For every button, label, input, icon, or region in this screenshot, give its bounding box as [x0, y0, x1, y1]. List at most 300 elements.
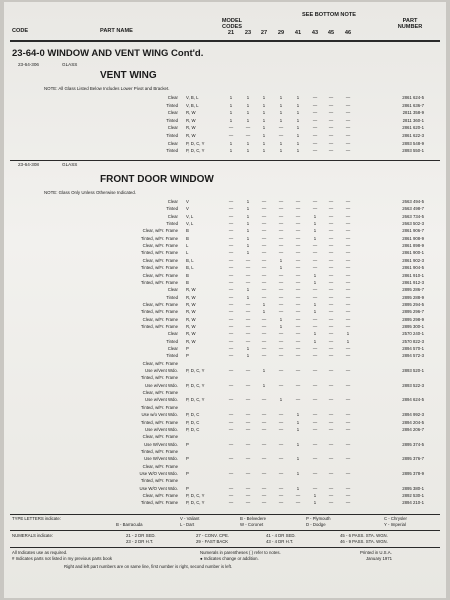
- row-description: Use w/Vent Wdo.: [145, 426, 178, 432]
- row-usage-cell: 1: [262, 368, 266, 374]
- row-usage-cell: —: [345, 493, 351, 498]
- numeral-item: 21 - 2 DR SED.: [126, 533, 156, 538]
- row-usage-cell: —: [228, 368, 234, 374]
- row-usage-cell: —: [261, 419, 267, 425]
- model-codes-header: MODEL CODES: [221, 18, 243, 30]
- table-row: [4, 109, 446, 117]
- row-description: Tinted, w/Fr. Frame: [140, 323, 178, 329]
- row-usage-cell: —: [328, 426, 334, 432]
- row-usage-cell: 1: [313, 493, 317, 498]
- row-usage-cell: —: [261, 272, 267, 278]
- row-usage-cell: —: [345, 125, 351, 131]
- row-usage-cell: —: [328, 309, 334, 315]
- row-usage-cell: —: [345, 456, 351, 462]
- row-usage-cell: —: [328, 279, 334, 285]
- row-part-number: 2895 296-7: [402, 309, 424, 315]
- row-usage-cell: 1: [279, 148, 283, 154]
- row-model-codes: B: [186, 272, 189, 278]
- row-model-codes: P: [186, 346, 189, 351]
- row-usage-cell: —: [245, 419, 251, 425]
- table-row: [4, 132, 446, 140]
- row-description: Tinted, w/Fr. Frame: [140, 448, 178, 454]
- row-usage-cell: —: [228, 287, 234, 293]
- row-usage-cell: —: [328, 382, 334, 388]
- row-usage-cell: —: [228, 338, 234, 344]
- row-usage-cell: —: [312, 294, 318, 300]
- row-usage-cell: 1: [229, 117, 233, 123]
- row-usage-cell: —: [261, 338, 267, 344]
- row-usage-cell: —: [328, 199, 334, 204]
- row-part-number: 2894 572-3: [402, 353, 424, 359]
- numeral-item: 23 - 2 DR H.T.: [126, 539, 154, 544]
- row-usage-cell: 1: [262, 125, 266, 131]
- row-usage-cell: —: [228, 228, 234, 234]
- row-usage-cell: —: [278, 470, 284, 476]
- row-usage-cell: —: [328, 470, 334, 476]
- row-usage-cell: —: [295, 206, 301, 212]
- row-usage-cell: —: [245, 500, 251, 506]
- type-legend: Y - Imperial: [384, 522, 406, 527]
- row-usage-cell: —: [245, 125, 251, 131]
- row-usage-cell: 1: [313, 228, 317, 234]
- row-usage-cell: —: [261, 213, 267, 219]
- row-usage-cell: —: [245, 272, 251, 278]
- row-usage-cell: —: [261, 221, 267, 227]
- row-usage-cell: —: [312, 456, 318, 462]
- row-usage-cell: —: [345, 148, 351, 154]
- row-usage-cell: —: [345, 272, 351, 278]
- row-usage-cell: 1: [279, 117, 283, 123]
- row-usage-cell: —: [345, 213, 351, 219]
- row-usage-cell: 1: [246, 140, 250, 146]
- type-legend: W - Coronet: [240, 522, 264, 527]
- row-description: Clear, w/Fr. Frame: [142, 301, 178, 307]
- row-usage-cell: —: [328, 323, 334, 329]
- front-door-heading: FRONT DOOR WINDOW: [100, 174, 214, 185]
- row-usage-cell: 1: [346, 331, 350, 337]
- row-model-codes: P, D, C, Y: [186, 148, 205, 154]
- row-usage-cell: —: [228, 272, 234, 278]
- row-model-codes: R, W: [186, 309, 196, 315]
- row-usage-cell: 1: [279, 397, 283, 403]
- row-usage-cell: —: [328, 133, 334, 138]
- row-usage-cell: 1: [246, 199, 250, 204]
- row-usage-cell: —: [345, 470, 351, 476]
- row-usage-cell: —: [312, 368, 318, 374]
- row-description: Tinted: [166, 221, 178, 227]
- row-model-codes: P, D, C, Y: [186, 500, 205, 506]
- row-usage-cell: —: [328, 353, 334, 359]
- row-usage-cell: —: [295, 213, 301, 219]
- row-usage-cell: —: [228, 294, 234, 300]
- row-usage-cell: —: [245, 257, 251, 263]
- row-part-number: 2893 548-9: [402, 140, 424, 146]
- row-description: Tinted: [166, 206, 178, 212]
- row-usage-cell: 1: [296, 485, 300, 491]
- row-usage-cell: —: [261, 346, 267, 351]
- body-style-column: 41: [294, 30, 302, 36]
- row-usage-cell: —: [295, 353, 301, 359]
- row-usage-cell: —: [261, 331, 267, 337]
- row-part-number: 2895 378-9: [402, 470, 424, 476]
- row-model-codes: R, W: [186, 110, 196, 116]
- type-legend: B - Barracuda: [116, 522, 143, 527]
- row-usage-cell: —: [228, 323, 234, 329]
- section-title: 23-64-0 WINDOW AND VENT WING Cont'd.: [12, 48, 204, 59]
- row-usage-cell: —: [312, 125, 318, 131]
- row-usage-cell: —: [345, 199, 351, 204]
- row-part-number: 2894 204-5: [402, 419, 424, 425]
- change-note: ● Indicates change or addition.: [200, 556, 259, 561]
- row-model-codes: V, B, L: [186, 95, 199, 100]
- row-usage-cell: —: [278, 500, 284, 506]
- row-usage-cell: 1: [296, 470, 300, 476]
- row-usage-cell: 1: [246, 287, 250, 293]
- row-usage-cell: 1: [229, 110, 233, 116]
- row-usage-cell: 1: [246, 353, 250, 359]
- row-part-number: 2861 908-9: [402, 235, 424, 241]
- row-usage-cell: —: [228, 235, 234, 241]
- body-style-column: 27: [260, 30, 268, 36]
- numeral-item: 29 - FAST BACK: [196, 539, 229, 544]
- numerals-label: NUMERALS indicate:: [12, 533, 54, 538]
- column-header: [4, 8, 446, 40]
- row-usage-cell: —: [295, 493, 301, 498]
- row-usage-cell: —: [261, 456, 267, 462]
- row-usage-cell: —: [345, 316, 351, 322]
- row-usage-cell: 1: [229, 140, 233, 146]
- row-usage-cell: —: [312, 102, 318, 108]
- row-usage-cell: —: [345, 250, 351, 256]
- row-description: Clear: [167, 213, 178, 219]
- row-usage-cell: —: [312, 316, 318, 322]
- row-usage-cell: —: [261, 294, 267, 300]
- row-usage-cell: —: [345, 301, 351, 307]
- row-usage-cell: 1: [246, 243, 250, 249]
- table-row: [4, 94, 446, 102]
- row-usage-cell: —: [228, 125, 234, 131]
- row-part-number: 2894 624-5: [402, 397, 424, 403]
- row-usage-cell: —: [261, 206, 267, 212]
- row-part-number: 2663 502-3: [402, 221, 424, 227]
- row-usage-cell: —: [261, 323, 267, 329]
- row-usage-cell: —: [245, 441, 251, 447]
- row-description: Clear: [167, 110, 178, 116]
- row-usage-cell: 1: [279, 316, 283, 322]
- row-model-codes: P, D, C: [186, 426, 200, 432]
- row-usage-cell: —: [278, 133, 284, 138]
- row-usage-cell: —: [228, 331, 234, 337]
- row-usage-cell: —: [261, 235, 267, 241]
- row-usage-cell: —: [345, 206, 351, 212]
- row-usage-cell: —: [278, 199, 284, 204]
- numeral-item: 46 - 9 PASS. STA. WGN.: [340, 539, 388, 544]
- row-description: Tinted, w/Fr. Frame: [140, 500, 178, 506]
- row-usage-cell: —: [228, 206, 234, 212]
- row-description: Clear: [167, 95, 178, 100]
- row-description: Clear: [167, 287, 178, 293]
- vent-code: 23-64-306: [18, 62, 39, 67]
- row-usage-cell: 1: [262, 382, 266, 388]
- row-usage-cell: —: [295, 287, 301, 293]
- row-model-codes: P: [186, 470, 189, 476]
- table-row: [4, 117, 446, 125]
- date-note: January 1971: [366, 556, 393, 561]
- row-usage-cell: —: [312, 412, 318, 418]
- row-usage-cell: —: [228, 265, 234, 271]
- row-description: Tinted, w/Fr. Frame: [140, 375, 178, 381]
- row-usage-cell: —: [261, 426, 267, 432]
- row-model-codes: L: [186, 250, 189, 256]
- row-usage-cell: —: [345, 257, 351, 263]
- row-usage-cell: —: [328, 206, 334, 212]
- row-model-codes: P: [186, 485, 189, 491]
- row-part-number: 2861 622-3: [402, 133, 424, 138]
- row-usage-cell: 1: [296, 95, 300, 100]
- row-usage-cell: —: [328, 102, 334, 108]
- row-usage-cell: —: [328, 250, 334, 256]
- row-usage-cell: —: [228, 316, 234, 322]
- row-description: Tinted: [166, 102, 178, 108]
- row-part-number: 2895 286-7: [402, 287, 424, 293]
- row-usage-cell: 1: [262, 117, 266, 123]
- row-usage-cell: 1: [296, 412, 300, 418]
- row-usage-cell: 1: [279, 257, 283, 263]
- header-rule: [10, 40, 440, 42]
- door-note: NOTE: Glass Only Unless Otherwise Indicated.: [44, 190, 136, 195]
- row-usage-cell: —: [345, 279, 351, 285]
- row-usage-cell: —: [312, 470, 318, 476]
- row-usage-cell: —: [278, 294, 284, 300]
- body-style-column: 21: [227, 30, 235, 36]
- row-usage-cell: 1: [296, 110, 300, 116]
- row-part-number: 2570 240-1: [402, 331, 424, 337]
- row-usage-cell: —: [228, 309, 234, 315]
- row-part-number: 2663 494-5: [402, 199, 424, 204]
- row-usage-cell: —: [245, 133, 251, 138]
- table-row: [4, 499, 446, 507]
- body-style-column: 43: [311, 30, 319, 36]
- row-model-codes: R, W: [186, 316, 196, 322]
- row-description: Clear, w/Fr. Frame: [142, 390, 178, 396]
- row-usage-cell: —: [312, 133, 318, 138]
- numeral-item: 41 - 4 DR SED.: [266, 533, 296, 538]
- row-part-number: 2811 358-9: [402, 110, 424, 116]
- door-code: 23-64-308: [18, 162, 39, 167]
- row-model-codes: P: [186, 441, 189, 447]
- row-part-number: 2895 300-1: [402, 323, 424, 329]
- row-usage-cell: —: [228, 493, 234, 498]
- row-usage-cell: 1: [296, 133, 300, 138]
- all-note: All Indicates use as required.: [12, 550, 68, 555]
- notes-rule: [10, 547, 440, 548]
- row-part-number: 2861 910-1: [402, 272, 424, 278]
- row-usage-cell: —: [278, 412, 284, 418]
- row-usage-cell: —: [328, 419, 334, 425]
- row-usage-cell: —: [245, 301, 251, 307]
- row-usage-cell: —: [228, 133, 234, 138]
- row-usage-cell: —: [261, 493, 267, 498]
- row-usage-cell: 1: [246, 148, 250, 154]
- row-usage-cell: —: [245, 412, 251, 418]
- row-usage-cell: —: [312, 140, 318, 146]
- row-part-number: 2861 898-9: [402, 243, 424, 249]
- numerals-rule: [10, 530, 440, 531]
- row-part-number: 2663 498-7: [402, 206, 424, 212]
- row-usage-cell: —: [312, 257, 318, 263]
- vent-end-rule: [10, 160, 440, 161]
- row-model-codes: V, B, L: [186, 102, 199, 108]
- row-usage-cell: 1: [279, 323, 283, 329]
- row-usage-cell: —: [295, 257, 301, 263]
- row-usage-cell: —: [345, 102, 351, 108]
- row-description: Clear: [167, 331, 178, 337]
- row-usage-cell: —: [228, 412, 234, 418]
- row-description: Clear, w/Fr. Frame: [142, 493, 178, 498]
- row-usage-cell: —: [328, 493, 334, 498]
- row-usage-cell: 1: [313, 500, 317, 506]
- row-usage-cell: —: [228, 382, 234, 388]
- row-description: Clear, w/Fr. Frame: [142, 272, 178, 278]
- row-description: Clear, w/Fr. Frame: [142, 228, 178, 234]
- row-usage-cell: —: [345, 235, 351, 241]
- row-usage-cell: —: [312, 110, 318, 116]
- row-part-number: 2861 902-3: [402, 257, 424, 263]
- row-usage-cell: —: [345, 228, 351, 234]
- row-usage-cell: 1: [296, 419, 300, 425]
- row-usage-cell: —: [345, 346, 351, 351]
- row-usage-cell: —: [345, 133, 351, 138]
- row-usage-cell: 1: [279, 110, 283, 116]
- row-model-codes: P: [186, 353, 189, 359]
- printed-note: Printed in U.S.A.: [360, 550, 392, 555]
- row-usage-cell: —: [245, 316, 251, 322]
- paren-note: Numerals in parentheses ( ) refer to notes.: [200, 550, 281, 555]
- row-usage-cell: —: [312, 323, 318, 329]
- row-usage-cell: 1: [313, 331, 317, 337]
- row-usage-cell: —: [245, 368, 251, 374]
- row-usage-cell: 1: [313, 338, 317, 344]
- row-usage-cell: 1: [279, 140, 283, 146]
- footer-rule: [10, 514, 440, 515]
- row-usage-cell: —: [345, 140, 351, 146]
- row-description: Clear: [167, 346, 178, 351]
- row-usage-cell: —: [261, 353, 267, 359]
- row-usage-cell: —: [328, 221, 334, 227]
- row-usage-cell: —: [295, 243, 301, 249]
- code-header: CODE: [12, 28, 29, 34]
- row-usage-cell: —: [295, 235, 301, 241]
- row-usage-cell: —: [328, 125, 334, 131]
- row-part-number: 2894 206-7: [402, 426, 424, 432]
- row-model-codes: P, D, C, Y: [186, 493, 205, 498]
- row-usage-cell: —: [228, 485, 234, 491]
- row-model-codes: B, L: [186, 257, 194, 263]
- row-usage-cell: —: [328, 257, 334, 263]
- row-usage-cell: 1: [313, 213, 317, 219]
- row-usage-cell: —: [328, 331, 334, 337]
- row-model-codes: L: [186, 243, 189, 249]
- row-usage-cell: —: [328, 140, 334, 146]
- row-usage-cell: —: [228, 353, 234, 359]
- row-usage-cell: —: [328, 213, 334, 219]
- parts-catalog-page: [4, 2, 446, 598]
- row-usage-cell: —: [245, 309, 251, 315]
- row-usage-cell: —: [345, 353, 351, 359]
- row-usage-cell: —: [312, 426, 318, 432]
- row-model-codes: V, L: [186, 221, 194, 227]
- row-usage-cell: —: [261, 316, 267, 322]
- row-part-number: 2894 210-1: [402, 500, 424, 506]
- row-usage-cell: —: [312, 382, 318, 388]
- row-usage-cell: —: [328, 287, 334, 293]
- row-model-codes: V, L: [186, 213, 194, 219]
- row-description: Tinted, w/Fr. Frame: [140, 235, 178, 241]
- row-usage-cell: —: [345, 485, 351, 491]
- row-description: Use W/O Vent Wdo.: [139, 485, 178, 491]
- row-usage-cell: 1: [296, 426, 300, 432]
- row-model-codes: R, W: [186, 294, 196, 300]
- row-model-codes: P, D, C, Y: [186, 397, 205, 403]
- row-usage-cell: 1: [246, 235, 250, 241]
- table-row: [4, 140, 446, 148]
- row-usage-cell: —: [245, 456, 251, 462]
- row-usage-cell: 1: [313, 235, 317, 241]
- row-usage-cell: —: [345, 323, 351, 329]
- row-usage-cell: —: [228, 301, 234, 307]
- row-usage-cell: —: [345, 309, 351, 315]
- row-part-number: 2861 906-7: [402, 228, 424, 234]
- row-part-number: 2894 570-1: [402, 346, 424, 351]
- row-usage-cell: —: [278, 309, 284, 315]
- row-usage-cell: —: [245, 323, 251, 329]
- row-usage-cell: —: [312, 199, 318, 204]
- row-usage-cell: —: [345, 117, 351, 123]
- row-usage-cell: 1: [296, 125, 300, 131]
- vent-glass-label: GLASS: [62, 62, 78, 67]
- row-model-codes: B: [186, 228, 189, 234]
- row-usage-cell: —: [228, 257, 234, 263]
- row-usage-cell: —: [312, 287, 318, 293]
- type-legend: P - Plymouth: [306, 516, 331, 521]
- row-usage-cell: —: [312, 95, 318, 100]
- row-usage-cell: —: [328, 456, 334, 462]
- row-description: Clear, w/Fr. Frame: [142, 434, 178, 440]
- row-usage-cell: 1: [313, 221, 317, 227]
- row-usage-cell: —: [261, 279, 267, 285]
- row-description: Use W/Vent Wdo.: [144, 456, 178, 462]
- row-usage-cell: —: [278, 206, 284, 212]
- row-usage-cell: —: [228, 397, 234, 403]
- row-usage-cell: —: [278, 272, 284, 278]
- row-usage-cell: —: [228, 199, 234, 204]
- row-usage-cell: —: [328, 272, 334, 278]
- row-usage-cell: —: [295, 309, 301, 315]
- row-usage-cell: —: [228, 426, 234, 432]
- row-model-codes: P, D, C: [186, 419, 200, 425]
- row-usage-cell: —: [295, 338, 301, 344]
- numeral-item: 43 - 4 DR H.T.: [266, 539, 294, 544]
- row-usage-cell: —: [278, 419, 284, 425]
- row-part-number: 2861 904-5: [402, 265, 424, 271]
- row-usage-cell: —: [278, 493, 284, 498]
- row-usage-cell: —: [295, 279, 301, 285]
- row-usage-cell: —: [328, 95, 334, 100]
- row-usage-cell: 1: [229, 95, 233, 100]
- row-usage-cell: —: [328, 441, 334, 447]
- row-model-codes: P, D, C, Y: [186, 382, 205, 388]
- row-usage-cell: —: [261, 441, 267, 447]
